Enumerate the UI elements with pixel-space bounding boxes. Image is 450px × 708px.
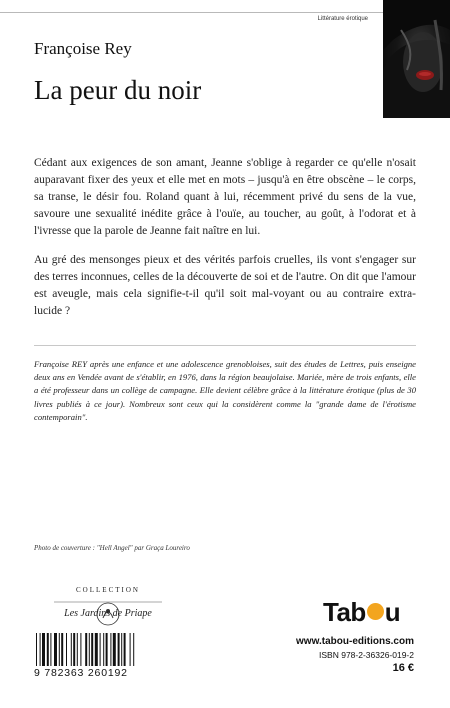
barcode-bar: [121, 633, 122, 669]
barcode-bar: [110, 633, 111, 669]
barcode: [34, 633, 170, 691]
collection-logo: [54, 596, 162, 632]
barcode-bar: [47, 633, 49, 669]
barcode-bar: [91, 633, 93, 669]
barcode-bar: [77, 633, 78, 669]
cover-photo-image: [383, 0, 450, 118]
author-biography: Françoise REY après une enfance et une adolescence grenobloises, suit des études de Lettres, puis enseigne deux ans en Vendée avant de s'établir, en 1976, dans la région beaujolaise. Mariée, mère de trois enfants, elle a été professeur dans un collège de campagne. Elle devient célèbre grâce à la littérature érotique (plus de 30 livres publiés à ce jour). Nombreux sont ceux qui la considèrent comme la "grande dame de l'érotisme contemporain".: [34, 359, 416, 422]
publisher-logo: [323, 597, 418, 633]
barcode-bar: [59, 633, 60, 669]
author-name: Françoise Rey: [34, 39, 132, 58]
barcode-bar: [40, 633, 41, 669]
barcode-bar: [36, 633, 37, 669]
barcode-bar: [106, 633, 108, 669]
price-label: 16 €: [392, 662, 414, 674]
summary-paragraph: Au gré des mensonges pieux et des vérités parfois cruelles, ils vont s'engager sur des terres inconnues, celles de la découverte de soi et de l'autre. On dit que l'amour est aveugle, mais cela signifie-t-il qu'il soit mal-voyant ou au contraire extra-lucide ?: [34, 254, 416, 317]
barcode-bar: [133, 633, 134, 669]
book-summary: [34, 155, 416, 332]
publisher-logo-prefix: Tab: [323, 597, 366, 627]
barcode-bar: [118, 633, 120, 669]
publisher-logo-suffix: u: [384, 597, 401, 627]
barcode-bar: [80, 633, 81, 669]
barcode-digits: 9 782363 260192: [34, 666, 170, 680]
barcode-bar: [103, 633, 104, 669]
publisher-logo-o-icon: [367, 603, 384, 620]
collection-name: Les Jardins de Priape: [64, 608, 152, 619]
barcode-bar: [71, 633, 72, 669]
barcode-bar: [124, 633, 126, 669]
barcode-bar: [85, 633, 87, 669]
barcode-bar: [130, 633, 131, 669]
barcode-bar: [61, 633, 63, 669]
barcode-bar: [66, 633, 67, 669]
barcode-bars: [34, 633, 170, 669]
genre-tag: Littérature érotique: [317, 16, 368, 22]
summary-paragraph: Cédant aux exigences de son amant, Jeanne s'oblige à regarder ce qu'elle n'osait auparavant fixer des yeux et elle met en mots – jusqu'à en être obscène – le corps, sa transe, le désir fou. Roland quant à lui, récemment privé du sens de la vue, savoure une sexualité inédite grâce à l'ouïe, au toucher, au goût, à l'odorat et à l'ivresse que la parole de Jeanne fait naître en lui.: [34, 157, 416, 237]
barcode-bar: [89, 633, 90, 669]
barcode-bar: [113, 633, 116, 669]
book-title: La peur du noir: [34, 75, 202, 105]
cover-photo-thumbnail: [383, 0, 450, 118]
barcode-bar: [54, 633, 57, 669]
publisher-website: www.tabou-editions.com: [296, 636, 414, 647]
collection-label: COLLECTION: [76, 586, 140, 594]
barcode-bar: [42, 633, 45, 669]
barcode-bar: [73, 633, 75, 669]
barcode-bar: [100, 633, 101, 669]
section-divider: [34, 345, 416, 346]
barcode-bar: [50, 633, 51, 669]
top-rule: [0, 12, 383, 13]
barcode-bar: [95, 633, 98, 669]
isbn-number: ISBN 978-2-36326-019-2: [319, 650, 414, 660]
photo-credit: Photo de couverture : "Hell Angel" par Graça Loureiro: [34, 544, 190, 552]
